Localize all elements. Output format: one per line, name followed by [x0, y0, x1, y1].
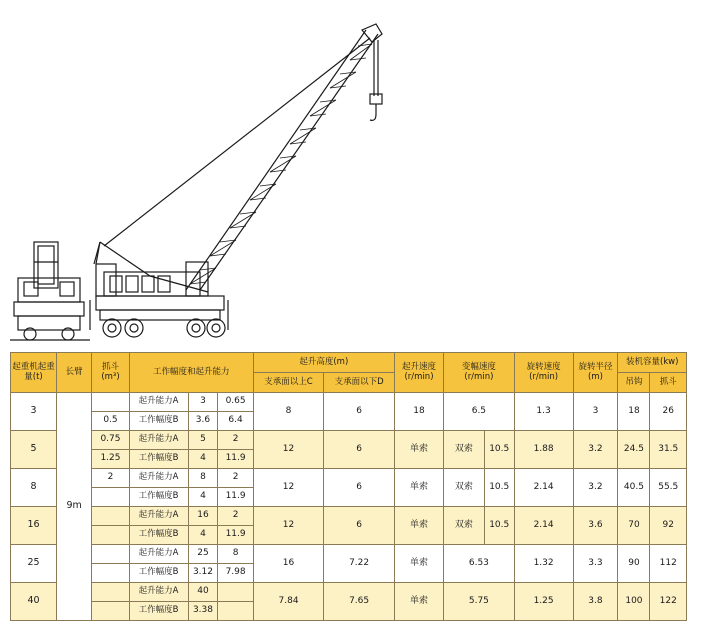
table-row: [11, 583, 687, 602]
grab-cell: [92, 602, 129, 621]
value-b2: 11.9: [218, 488, 253, 507]
table-row: [11, 431, 687, 450]
slew-radius-cell: 3.6: [573, 507, 618, 545]
slew-radius-cell: 3.2: [573, 469, 618, 507]
grab-cell: [92, 393, 129, 412]
value-b1: 3.38: [188, 602, 218, 621]
grab-cell: 2: [92, 469, 129, 488]
col-power-grab: 抓斗: [650, 373, 687, 393]
value-a2: 2: [218, 507, 253, 526]
lift-speed-cell: 单索: [394, 431, 443, 469]
value-b2: 7.98: [218, 564, 253, 583]
value-a1: 5: [188, 431, 218, 450]
luff-mode-cell: 双索: [444, 431, 485, 469]
height-c-cell: 12: [253, 469, 324, 507]
grab-unit: (m³): [101, 371, 120, 382]
value-a2: [218, 583, 253, 602]
slew-radius-unit: (m): [587, 371, 603, 382]
table-row: [11, 469, 687, 488]
power-grab-cell: 112: [650, 545, 687, 583]
row-label-b: 工作幅度B: [129, 564, 188, 583]
luff-mode-cell: 双索: [444, 507, 485, 545]
row-label-b: 工作幅度B: [129, 602, 188, 621]
table-row: [11, 545, 687, 564]
col-power-hook: 吊钩: [618, 373, 650, 393]
power-hook-cell: 100: [618, 583, 650, 621]
luff-speed-cell: 5.75: [444, 583, 515, 621]
row-label-a: 起升能力A: [129, 507, 188, 526]
spec-table: [10, 352, 687, 621]
grab-cell: [92, 545, 129, 564]
capacity-cell: 40: [11, 583, 57, 621]
crane-front-view: [10, 242, 90, 340]
col-slew-radius-header: [573, 353, 618, 393]
capacity-cell: 3: [11, 393, 57, 431]
height-c-cell: 12: [253, 507, 324, 545]
power-hook-cell: 40.5: [618, 469, 650, 507]
height-c-cell: 7.84: [253, 583, 324, 621]
slew-speed-cell: 1.3: [514, 393, 573, 431]
value-b2: 11.9: [218, 450, 253, 469]
table-row: [11, 507, 687, 526]
value-a2: 2: [218, 469, 253, 488]
slew-speed-title: 旋转速度: [526, 362, 561, 373]
capacity-cell: 25: [11, 545, 57, 583]
height-d-cell: 6: [324, 469, 395, 507]
col-work-capacity-header: 工作幅度和起升能力: [129, 353, 253, 393]
row-label-a: 起升能力A: [129, 393, 188, 412]
slew-speed-cell: 1.32: [514, 545, 573, 583]
grab-cell: [92, 526, 129, 545]
power-grab-cell: 92: [650, 507, 687, 545]
value-b2: [218, 602, 253, 621]
value-a1: 16: [188, 507, 218, 526]
grab-cell: 0.5: [92, 412, 129, 431]
power-hook-cell: 70: [618, 507, 650, 545]
boom-length-cell: 9m: [56, 393, 91, 621]
height-d-cell: 6: [324, 507, 395, 545]
capacity-cell: 8: [11, 469, 57, 507]
power-grab-cell: 55.5: [650, 469, 687, 507]
col-below-support: 支承面以下D: [324, 373, 395, 393]
slew-radius-cell: 3.2: [573, 431, 618, 469]
value-a1: 40: [188, 583, 218, 602]
luff-speed-title: 变幅速度: [461, 362, 496, 373]
slew-radius-title: 旋转半径: [578, 362, 613, 373]
col-capacity-header: 起重机起重量(t): [11, 353, 57, 393]
col-grab-header: [92, 353, 129, 393]
row-label-a: 起升能力A: [129, 469, 188, 488]
capacity-cell: 5: [11, 431, 57, 469]
crane-side-view: [90, 24, 382, 337]
luff-speed-cell: 10.5: [484, 431, 514, 469]
height-d-cell: 6: [324, 393, 395, 431]
col-boom-header: 长臂: [56, 353, 91, 393]
height-c-cell: 12: [253, 431, 324, 469]
value-b1: 3.6: [188, 412, 218, 431]
col-lift-height-header: 起升高度(m): [253, 353, 394, 373]
lift-speed-cell: 单索: [394, 583, 443, 621]
grab-cell: [92, 564, 129, 583]
power-grab-cell: 26: [650, 393, 687, 431]
luff-speed-unit: (r/min): [464, 371, 494, 382]
height-d-cell: 7.65: [324, 583, 395, 621]
lift-speed-cell: 18: [394, 393, 443, 431]
slew-speed-cell: 2.14: [514, 469, 573, 507]
lift-speed-cell: 单索: [394, 545, 443, 583]
slew-radius-cell: 3.3: [573, 545, 618, 583]
slew-speed-cell: 2.14: [514, 507, 573, 545]
value-b1: 4: [188, 488, 218, 507]
header-row-1: [11, 353, 687, 373]
slew-speed-cell: 1.25: [514, 583, 573, 621]
row-label-b: 工作幅度B: [129, 412, 188, 431]
capacity-cell: 16: [11, 507, 57, 545]
slew-speed-unit: (r/min): [529, 371, 559, 382]
height-c-cell: 8: [253, 393, 324, 431]
lift-speed-title: 起升速度: [401, 362, 436, 373]
height-c-cell: 16: [253, 545, 324, 583]
value-b1: 3.12: [188, 564, 218, 583]
slew-speed-cell: 1.88: [514, 431, 573, 469]
lift-speed-cell: 单索: [394, 469, 443, 507]
grab-cell: [92, 583, 129, 602]
value-a1: 25: [188, 545, 218, 564]
height-d-cell: 6: [324, 431, 395, 469]
col-slew-speed-header: [514, 353, 573, 393]
power-hook-cell: 18: [618, 393, 650, 431]
value-b1: 4: [188, 450, 218, 469]
row-label-a: 起升能力A: [129, 583, 188, 602]
value-b2: 6.4: [218, 412, 253, 431]
row-label-b: 工作幅度B: [129, 450, 188, 469]
luff-speed-cell: 6.53: [444, 545, 515, 583]
value-a1: 8: [188, 469, 218, 488]
value-a2: 0.65: [218, 393, 253, 412]
col-luff-speed-header: [444, 353, 515, 393]
height-d-cell: 7.22: [324, 545, 395, 583]
grab-title: 抓斗: [101, 362, 119, 373]
col-above-support: 支承面以上C: [253, 373, 324, 393]
row-label-a: 起升能力A: [129, 545, 188, 564]
power-grab-cell: 122: [650, 583, 687, 621]
grab-cell: 0.75: [92, 431, 129, 450]
luff-speed-cell: 10.5: [484, 469, 514, 507]
col-power-header: 装机容量(kw): [618, 353, 687, 373]
luff-mode-cell: 双索: [444, 469, 485, 507]
value-b2: 11.9: [218, 526, 253, 545]
value-b1: 4: [188, 526, 218, 545]
value-a2: 8: [218, 545, 253, 564]
grab-cell: [92, 507, 129, 526]
value-a1: 3: [188, 393, 218, 412]
row-label-b: 工作幅度B: [129, 526, 188, 545]
table-row: [11, 393, 687, 412]
value-a2: 2: [218, 431, 253, 450]
slew-radius-cell: 3: [573, 393, 618, 431]
lift-speed-cell: 单索: [394, 507, 443, 545]
lift-speed-unit: (r/min): [404, 371, 434, 382]
power-hook-cell: 24.5: [618, 431, 650, 469]
slew-radius-cell: 3.8: [573, 583, 618, 621]
grab-cell: [92, 488, 129, 507]
luff-speed-cell: 10.5: [484, 507, 514, 545]
row-label-a: 起升能力A: [129, 431, 188, 450]
luff-speed-cell: 6.5: [444, 393, 515, 431]
grab-cell: 1.25: [92, 450, 129, 469]
col-lift-speed-header: [394, 353, 443, 393]
power-hook-cell: 90: [618, 545, 650, 583]
power-grab-cell: 31.5: [650, 431, 687, 469]
row-label-b: 工作幅度B: [129, 488, 188, 507]
